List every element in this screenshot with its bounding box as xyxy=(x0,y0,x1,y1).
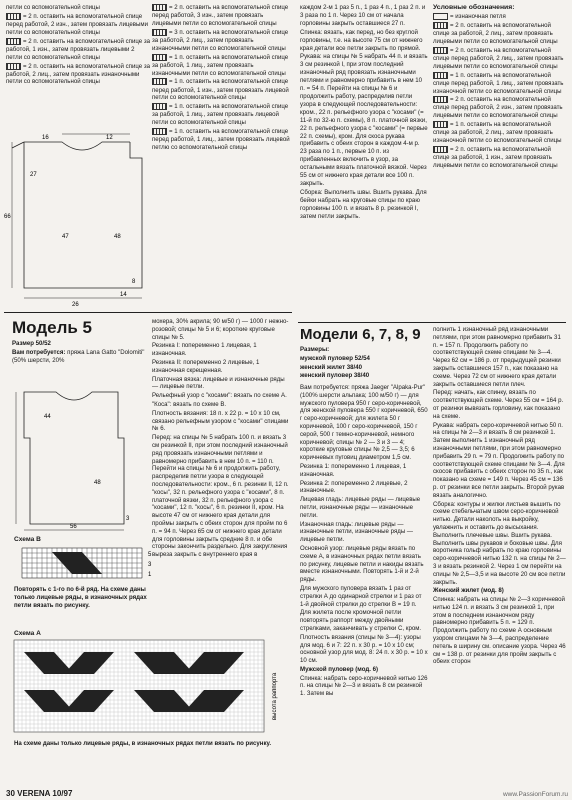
row-number: 3 xyxy=(148,562,152,568)
cable-symbol-icon xyxy=(152,103,167,110)
dim-label: 48 xyxy=(94,480,101,486)
legend-line: = 2 п. оставить на вспомогательной спице за работой, 1 изн., затем провязать лицевыми петли со вспомогательной спицы xyxy=(433,146,558,169)
legend-entry xyxy=(433,13,567,21)
size-line: женский жилет 38/40 xyxy=(300,363,363,371)
legend-entry xyxy=(433,121,567,145)
row-number: 5 xyxy=(148,552,152,558)
col3-line: каждом 2-м 1 раз 5 п., 1 раз 4 п., 1 раз 2 п. и 3 раза по 1 п. Через 10 см от начала горловины закрыть оставшиеся 27 п. xyxy=(300,4,426,27)
schema-a-note: На схеме даны только лицевые ряды, в изнаночных рядах петли вязать по рисунку. xyxy=(14,740,272,747)
model5-intro xyxy=(12,340,150,380)
repeat-height-label: высота раппорта xyxy=(272,672,278,720)
model6-line: Для мужского пуловера вязать 1 раз от стрелки А до одинарной стрелки и 1 раз от 1-й двойной стрелки до стрелки В = 19 п. xyxy=(300,584,422,608)
schema-b-title: Схема В xyxy=(14,536,41,543)
sizes-label: Размеры: xyxy=(300,346,330,353)
model5-line: мохера, 30% акрила; 90 м/50 г) — 1000 г нежно-розовой; спицы № 5 и 6; короткие круговые спицы № 5. xyxy=(152,318,289,341)
size-line: мужской пуловер 52/54 xyxy=(300,354,370,362)
section-divider xyxy=(298,322,566,323)
model6-line: Мужской пуловер (мод. 6) xyxy=(300,665,379,673)
cable-symbol-icon xyxy=(152,29,167,36)
legend-line: = 2 п. оставить на вспомогательной спице перед работой, 2 изн., затем провязать лицевыми петли со вспомогательной спицы xyxy=(433,96,563,120)
row-number: 1 xyxy=(148,572,152,578)
sweater-pattern-diagram xyxy=(2,128,152,310)
model5-needs xyxy=(12,349,150,365)
dim-label: 48 xyxy=(114,234,121,240)
col3-text xyxy=(300,4,428,324)
model6-line: Спинка: набрать серо-коричневой нитью 126 п. на спицы № 2—3 и вязать 8 см резинкой 1. Затем вы xyxy=(300,674,428,698)
schema-a-title: Схема А xyxy=(14,630,41,637)
model6-line: Резинка 1: попеременно 1 лицевая, 1 изнаночная. xyxy=(300,462,407,478)
col2-line: = 1 п. оставить на вспомогательной спице перед работой, 1 изн., затем провязать лицевой петли со вспомогательной спицы xyxy=(152,78,289,102)
model6-right-body xyxy=(433,326,567,780)
model6-line: Плотность вязания (спицы № 3—4): узоры для мод. 6 и 7: 22 п. х 30 р. = 10 х 10 см; основной узор для мод. 8: 24 п. х 30 р. = 10 х 10 см. xyxy=(300,633,428,665)
col2-entry xyxy=(152,128,292,152)
col1-text xyxy=(6,4,151,129)
col1-entry xyxy=(6,13,151,37)
model6-line: Изнаночная гладь: лицевые ряды — изнаночные петли, изнаночные ряды — лицевые петли. xyxy=(300,520,413,544)
model6-line: Спинка: набрать на спицы № 2—3 коричневой нитью 124 п. и вязать 3 см резинкой 1, при этом в последнем изнаночном ряду равномерно прибавить 5 п. = 129 п. Продолжить работу по схеме А основным узором спицами № 3—4, распределение петель в ширину см. описание узора. Через 46 см = 138 р. от резинки для пройм закрыть с обеих сторон xyxy=(433,596,566,666)
dim-label: 14 xyxy=(120,292,127,298)
legend-line: = изнаночная петля xyxy=(450,13,506,21)
legend-line: = 2 п. оставить на вспомогательной спице за работой, 2 лиц., затем провязать лицевыми петли со вспомогательной спицы xyxy=(433,22,558,45)
col1-line: = 2 п. оставить на вспомогательной спице перед работой, 2 изн., затем провязать лицевыми петли со вспомогательной спицы xyxy=(6,13,149,36)
dim-label: 26 xyxy=(72,302,79,308)
col1-entry xyxy=(6,63,151,87)
model5-size: Размер 50/52 xyxy=(12,340,51,347)
dim-label: 66 xyxy=(4,214,11,220)
size-line: женский пуловер 38/40 xyxy=(300,372,370,380)
col2-entry xyxy=(152,4,292,28)
col1-line: = 2 п. оставить на вспомогательной спице за работой, 1 изн., затем провязать лицевыми 2 петли со вспомогательной спицы xyxy=(6,37,151,61)
model6-line: Для жилета после кромочной петли повторять раппорт между двойными стрелками, заканчивать у стрелки С, кром. xyxy=(300,609,422,632)
col2-entry xyxy=(152,103,292,127)
legend-entry xyxy=(433,96,567,120)
col2-line: = 1 п. оставить на вспомогательной спице перед работой, 1 лиц., затем провязать лицевой петлю со вспомогательной спицы xyxy=(152,128,290,152)
model6-sizes xyxy=(300,346,428,382)
col1-line: петли со вспомогательной спицы xyxy=(6,4,100,11)
dim-label: 27 xyxy=(30,172,37,178)
model6-left-body xyxy=(300,384,428,780)
model5-need-text: пряжа Lana Gatto "Dolomiti" (50% шерсти, 20% xyxy=(12,348,145,364)
dim-label: 47 xyxy=(62,234,69,240)
model5-body xyxy=(152,318,292,559)
dim-label: 44 xyxy=(44,414,51,420)
cable-symbol-icon xyxy=(6,13,21,20)
model5-line: Резинка I: попеременно 1 лицевая, 1 изнаночная. xyxy=(152,342,257,358)
cable-symbol-icon xyxy=(433,47,448,54)
model5-need-label: Вам потребуется: xyxy=(12,348,66,356)
cable-symbol-icon xyxy=(433,22,448,29)
col3-line: Рукава: на спицы № 5 набрать 44 п. и вязать 3 см резинкой I, при этом последний изнаночный ряд провязать изнаночными петлями и равномерно прибавить в нем 10 п. = 54 п. Перейти на спицы № 6 и продолжить работу, распределив петли узора в следующей последовательности: кром., 22 п. рельефного узора с "косами" (= 11-й по 32-ю п. схемы), 8 п. платочной вязки, 22 п. рельефного узора с "косами" (= первые 22 п. схемы), кром. Для скоса рукава прибавить с обеих сторон в каждом 4-м р. 23 раза по 1 п., первые 10 п. из прибавленных включить в узор, за остальными вязать платочной вязкой. Через 55 см от нижнего края детали все 100 п. закрыть. xyxy=(300,53,428,187)
schema-b-note: Повторять с 1-го по 6-й ряд. На схеме даны только лицевые ряды, в изнаночных рядах петли вязать по рисунку. xyxy=(14,586,147,609)
legend-line: = 1 п. оставить на вспомогательной спице за работой, 2 лиц., затем провязать изнаночной петли со вспомогательной спицы xyxy=(433,121,562,145)
model6-line: Рукава: набрать серо-коричневой нитью 50 п. на спицы № 2—3 и вязать 8 см резинкой 1. Затем выполнить 1 изнаночный ряд изнаночными петлями, при этом равномерно прибавить 29 п. = 79 п. Продолжить работу по соответствующей схеме спицами № 3—4. Для скосов прибавить с обеих сторон по 35 п., как показано на схеме = 149 п. Через 45 см = 136 р. от резинки все петли закрыть. Второй рукав вязать аналогично. xyxy=(433,421,565,499)
cable-symbol-icon xyxy=(152,78,167,85)
cable-symbol-icon xyxy=(152,128,167,135)
model5-line: Рельефный узор с "косами": вязать по схеме А. xyxy=(152,392,287,400)
dim-label: 56 xyxy=(70,524,77,530)
cable-symbol-icon xyxy=(6,63,21,70)
watermark: www.PassionForum.ru xyxy=(502,791,568,798)
col2-entry xyxy=(152,29,292,53)
model6-line: Лицевая гладь: лицевые ряды — лицевые петли, изнаночные ряды — изнаночные петли. xyxy=(300,496,421,519)
model5-title: Модель 5 xyxy=(12,318,92,337)
cable-symbol-icon xyxy=(152,54,167,61)
model6-line: Перед: начать, как спинку, вязать по соответствующей схеме. Через 55 см = 164 р. от резинки вывязать горловину, как показано на схеме. xyxy=(433,389,564,420)
col1-entry xyxy=(6,38,151,62)
model6-title: Модели 6, 7, 8, 9 xyxy=(300,326,421,343)
col3-line: Спинка: вязать, как перед, но без круглой горловины, т.е. на высоте 75 см от нижнего края детали все петли закрыть по прямой. xyxy=(300,28,423,52)
col2-entry xyxy=(152,54,292,78)
col1-line: = 2 п. оставить на вспомогательной спице за работой, 2 лиц., затем провязать изнаночными петли со вспомогательной спицы xyxy=(6,62,151,86)
col2-text xyxy=(152,4,292,310)
cable-symbol-icon xyxy=(433,72,448,79)
dim-label: 16 xyxy=(42,135,49,141)
schema-b-chart xyxy=(22,546,162,584)
model6-line: Резинка 2: попеременно 2 лицевые, 2 изнаночные. xyxy=(300,479,408,495)
cable-symbol-icon xyxy=(152,4,167,11)
legend-title: Условные обозначения: xyxy=(433,4,515,11)
section-divider xyxy=(4,312,292,313)
legend-column xyxy=(433,4,567,306)
model5-line: Перед: на спицы № 5 набрать 100 п. и вязать 3 см резинкой II, при этом последний изнаночный ряд провязать изнаночными петлями и равномерно прибавить в нем 10 п. = 110 п. Перейти на спицы № 6 и продолжить работу, распределив петли узора в следующей последовательности: кром., 6 п. резинки II, 12 п. "косы", 32 п. рельефного узора с "косами", 8 п. платочной вязки, 32 п. рельефного узора с "косами", 12 п. "косы", 6 п. резинки II, кром. На высоте 47 см от нижнего края детали для проймы закрыть с обеих сторон для пройм по 6 п. = 94 п. Через 65 см от нижнего края детали для горловины закрыть средние 8 п. и обе стороны закончить раздельно. Для закругления выреза закрыть с внутреннего края в xyxy=(152,434,289,559)
legend-line: = 2 п. оставить на вспомогательной спице перед работой, 2 лиц., затем провязать лицевыми петли со вспомогательной спицы xyxy=(433,46,564,70)
legend-entry xyxy=(433,146,567,170)
legend-line: = 1 п. оставить на вспомогательной спице перед работой, 1 лиц., затем провязать изнаночной петли со вспомогательной спицы xyxy=(433,71,564,95)
dim-label: 3 xyxy=(126,516,130,522)
col2-line: = 2 п. оставить на вспомогательной спице перед работой, 3 изн., затем провязать лицевыми петли со вспомогательной спицы xyxy=(152,4,289,27)
page-footer: 30 VERENA 10/97 xyxy=(6,789,73,798)
model6-line: Сборка: контуры и жилки листьев вышить по схеме стебельчатым швом серо-коричневой нитью. Детали наколоть на выкройку, увлажнить и оставить до высыхания. Выполнить плечевые швы. Вшить рукава. Выполнить швы рукавов и боковые швы. Для воротника гольф набрать по краю горловины серо-коричневой нитью 132 п. на спицы № 2—3 и вязать резинкой 2. Через 1 см перейти на спицы № 2,5—3,5 и на высоте 20 см все петли закрыть. xyxy=(433,500,566,586)
legend-entry xyxy=(433,72,567,96)
cable-symbol-icon xyxy=(433,96,448,103)
dim-label: 8 xyxy=(132,279,136,285)
cable-symbol-icon xyxy=(433,146,448,153)
model6-line: Женский жилет (мод. 8) xyxy=(433,587,504,595)
col2-entry xyxy=(152,78,292,102)
model5-line: Платочная вязка: лицевые и изнаночные ряды — лицевые петли. xyxy=(152,375,285,391)
model5-line: Резинка II: попеременно 2 лицевые, 1 изнаночная скрещенная. xyxy=(152,358,260,374)
col2-line: = 1 п. оставить на вспомогательной спице за работой, 1 лиц., затем провязать изнаночными петли со вспомогательной спицы xyxy=(152,53,289,77)
legend-entry xyxy=(433,47,567,71)
dim-label: 12 xyxy=(106,135,113,141)
model5-line: "Коса": вязать по схеме В. xyxy=(152,400,227,408)
model6-line: полнить 1 изнаночный ряд изнаночными петлями, при этом равномерно прибавить 31 п. = 157 п. Продолжить работу по соответствующей схеме спицами № 3—4. Через 62 см = 186 р. от предыдущей резинки закрыть оставшиеся 157 п., как показано на схеме. Через 72 см от нижнего края детали закрыть оставшиеся петли плеч. xyxy=(433,326,561,388)
cable-symbol-icon xyxy=(433,121,448,128)
schema-a-chart xyxy=(14,640,284,736)
col2-line: = 3 п. оставить на вспомогательной спице за работой, 2 лиц., затем провязать изнаночными петли со вспомогательной спицы xyxy=(152,28,289,52)
col2-line: = 1 п. оставить на вспомогательной спице за работой, 1 лиц., затем провязать лицевой петли со вспомогательной спицы xyxy=(152,103,289,127)
cable-symbol-icon xyxy=(6,38,21,45)
model6-line: Основной узор: лицевые ряды вязать по схеме А, в изнаночных рядах петли вязать по рисунку, лицевые петли и накиды вязать вместе изнаночными. Повторять 1-й и 2-й ряды. xyxy=(300,544,424,584)
model6-line: Вам потребуется: пряжа Jaeger "Alpaka-Pur" (100% шерсти альпака; 100 м/50 г) — для мужского пуловера 950 г серо-коричневой, для женской пуловера 550 г коричневой, 650 г серо-коричневой; для жилета 50 г коричневой, 100 г серо-коричневой, 150 г серой, 500 г темно-коричневой, немного коричневой; спицы № 2 — 3 и 3 — 4; короткие круговые спицы № 2,5 — 3,5; 6 коричневых пуговиц диаметром 1,5 см. xyxy=(300,384,428,462)
col3-line: Сборка: Выполнить швы. Вшить рукава. Для бейки набрать на круговые спицы по краю горловины 100 п. и вязать 8 р. резинкой I, затем петли закрыть. xyxy=(300,188,427,220)
purl-symbol-icon xyxy=(433,13,448,20)
model5-line: Плотность вязания: 18 п. х 22 р. = 10 х 10 см, связано рельефным узором с "косами" спицами № 6. xyxy=(152,409,289,433)
legend-entry xyxy=(433,22,567,46)
model5-pattern-diagram xyxy=(4,384,150,534)
